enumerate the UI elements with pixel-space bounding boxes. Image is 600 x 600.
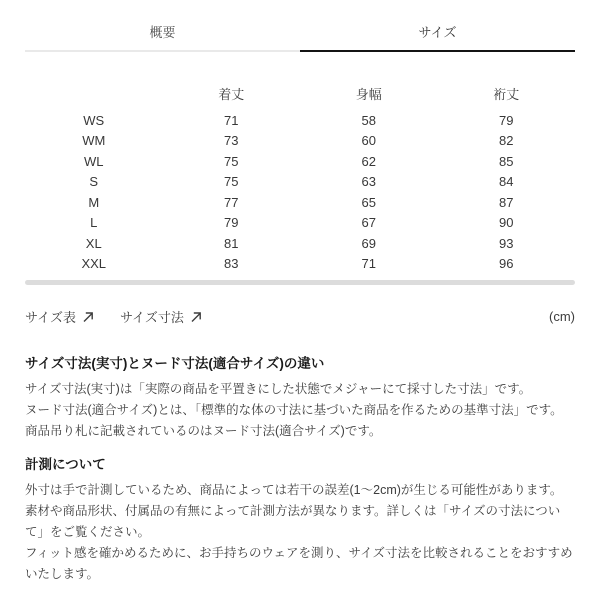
size-label: XXL: [81, 256, 107, 272]
section-paragraph: ヌード寸法(適合サイズ)とは、「標準的な体の寸法に基づいた商品を作るための基準寸法」です。: [25, 403, 563, 417]
measurement-value: 87: [499, 194, 514, 210]
measurement-value: 96: [499, 256, 514, 272]
measurement-value: 73: [224, 133, 239, 149]
links-row: [25, 307, 575, 326]
link-label: サイズ寸法: [119, 310, 184, 325]
table-row: [25, 233, 575, 254]
table-row: [25, 172, 575, 193]
size-label: WL: [84, 153, 104, 169]
section-paragraph: 商品吊り札に記載されているのはヌード寸法(適合サイズ)です。: [25, 424, 382, 438]
measurement-value: 82: [499, 133, 514, 149]
measurement-value: 93: [499, 235, 514, 251]
measurement-value: 71: [361, 256, 376, 272]
column-header: 着丈: [218, 86, 245, 102]
link-size-chart[interactable]: [25, 307, 94, 326]
measurement-value: 83: [224, 256, 239, 272]
measurement-value: 60: [361, 133, 376, 149]
size-table-header-row: [25, 76, 575, 110]
section-heading: サイズ寸法(実寸)とヌード寸法(適合サイズ)の違い: [25, 356, 325, 371]
external-link-arrow-icon: [190, 311, 202, 323]
table-row: [25, 110, 575, 131]
measurement-value: 81: [224, 235, 239, 251]
measurement-value: 84: [499, 174, 514, 190]
measurement-value: 63: [361, 174, 376, 190]
tab-overview[interactable]: 概要: [25, 0, 300, 52]
table-row: [25, 131, 575, 152]
size-label: S: [89, 174, 99, 190]
measurement-value: 62: [361, 153, 376, 169]
unit-label: (cm): [549, 309, 575, 324]
external-link-arrow-icon: [82, 311, 94, 323]
table-row: [25, 213, 575, 234]
measurement-value: 67: [361, 215, 376, 231]
measurement-value: 58: [361, 112, 376, 128]
measurement-value: 79: [499, 112, 514, 128]
link-label: サイズ表: [25, 310, 76, 325]
measurement-value: 71: [224, 112, 239, 128]
section-paragraph: 外寸は手で計測しているため、商品によっては若干の誤差(1〜2cm)が生じる可能性があります。: [25, 483, 563, 497]
section-paragraph: 素材や商品形状、付属品の有無によって計測方法が異なります。詳しくは「サイズの寸法について」をご覧ください。: [25, 504, 561, 539]
size-label: XL: [85, 235, 102, 251]
measurement-value: 75: [224, 174, 239, 190]
info-sections: [25, 355, 575, 585]
column-header: 身幅: [355, 86, 382, 102]
table-row: [25, 254, 575, 275]
info-section: [25, 355, 575, 442]
measurement-value: 85: [499, 153, 514, 169]
link-size-dimensions[interactable]: [120, 307, 202, 326]
section-paragraph: フィット感を確かめるために、お手持ちのウェアを測り、サイズ寸法を比較されることをおすすめいたします。: [25, 546, 573, 581]
measurement-value: 79: [224, 215, 239, 231]
size-label: M: [88, 194, 100, 210]
table-row: [25, 192, 575, 213]
size-table: [25, 76, 575, 274]
size-label: WM: [82, 133, 106, 149]
table-row: [25, 151, 575, 172]
column-header: 裄丈: [493, 86, 520, 102]
measurement-value: 77: [224, 194, 239, 210]
size-label: L: [90, 215, 98, 231]
section-heading: 計測について: [25, 457, 106, 472]
section-paragraph: サイズ寸法(実寸)は「実際の商品を平置きにした状態でメジャーにて採寸した寸法」です。: [25, 382, 532, 396]
table-scrollbar[interactable]: [25, 280, 575, 285]
info-section: [25, 456, 575, 585]
size-label: WS: [83, 112, 105, 128]
tab-size[interactable]: サイズ: [300, 0, 575, 52]
measurement-value: 65: [361, 194, 376, 210]
measurement-value: 69: [361, 235, 376, 251]
measurement-value: 75: [224, 153, 239, 169]
tab-bar: [25, 0, 575, 52]
measurement-value: 90: [499, 215, 514, 231]
